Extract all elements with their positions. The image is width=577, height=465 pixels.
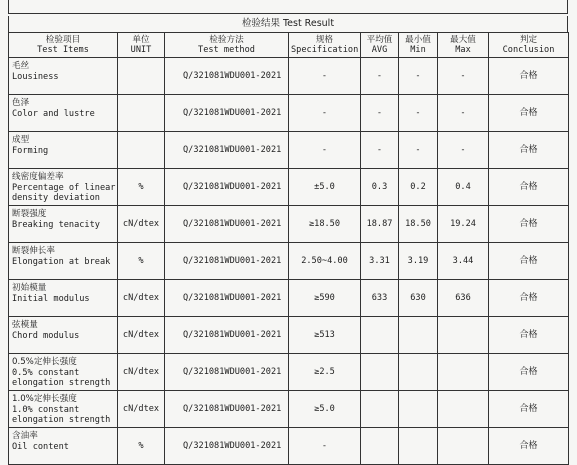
cell-test-item: 色泽 Color and lustre — [9, 95, 118, 132]
cell-unit: cN/dtex — [118, 206, 165, 243]
cell-test-method: Q/321081WDU001-2021 — [165, 280, 289, 317]
cell-max: 636 — [438, 280, 489, 317]
cell-unit: cN/dtex — [118, 354, 165, 391]
cell-max: - — [438, 132, 489, 169]
cell-specification: ≥5.0 — [289, 391, 361, 428]
cell-test-method: Q/321081WDU001-2021 — [165, 169, 289, 206]
cell-max — [438, 317, 489, 354]
cell-max: 3.44 — [438, 243, 489, 280]
cell-test-item: 含油率 Oil content — [9, 428, 118, 465]
table-row — [9, 280, 569, 317]
cell-test-item: 断裂强度 Breaking tenacity — [9, 206, 118, 243]
cell-specification: - — [289, 132, 361, 169]
cell-test-method: Q/321081WDU001-2021 — [165, 428, 289, 465]
cell-specification: ≥18.50 — [289, 206, 361, 243]
cell-test-method: Q/321081WDU001-2021 — [165, 391, 289, 428]
cell-specification: ≥590 — [289, 280, 361, 317]
cell-min: - — [399, 58, 438, 95]
cell-avg: - — [361, 95, 399, 132]
cell-avg: 3.31 — [361, 243, 399, 280]
cell-min: 630 — [399, 280, 438, 317]
cell-unit: cN/dtex — [118, 317, 165, 354]
cell-avg: 0.3 — [361, 169, 399, 206]
cell-test-method: Q/321081WDU001-2021 — [165, 354, 289, 391]
cell-conclusion: 合格 — [489, 206, 569, 243]
cell-min: - — [399, 132, 438, 169]
header-min: 最小值 Min — [399, 33, 438, 58]
cell-test-item: 成型 Forming — [9, 132, 118, 169]
table-row — [9, 428, 569, 465]
header-conclusion: 判定 Conclusion — [489, 33, 569, 58]
previous-section-border — [8, 0, 568, 14]
cell-specification: - — [289, 58, 361, 95]
cell-unit: % — [118, 243, 165, 280]
cell-conclusion: 合格 — [489, 132, 569, 169]
cell-conclusion: 合格 — [489, 58, 569, 95]
cell-avg — [361, 354, 399, 391]
cell-specification: ±5.0 — [289, 169, 361, 206]
cell-max: 19.24 — [438, 206, 489, 243]
header-test-method: 检验方法 Test method — [165, 33, 289, 58]
cell-test-method: Q/321081WDU001-2021 — [165, 58, 289, 95]
cell-avg: 18.87 — [361, 206, 399, 243]
cell-avg — [361, 317, 399, 354]
cell-avg: 633 — [361, 280, 399, 317]
cell-min: 3.19 — [399, 243, 438, 280]
cell-unit: cN/dtex — [118, 280, 165, 317]
test-report-sheet — [8, 0, 569, 452]
cell-max: - — [438, 58, 489, 95]
header-avg: 平均值 AVG — [361, 33, 399, 58]
cell-specification: ≥513 — [289, 317, 361, 354]
cell-max — [438, 428, 489, 465]
cell-avg: - — [361, 58, 399, 95]
cell-unit — [118, 58, 165, 95]
cell-max — [438, 391, 489, 428]
cell-test-item: 0.5%定伸长强度 0.5% constant elongation strength — [9, 354, 118, 391]
table-row — [9, 206, 569, 243]
test-result-table — [8, 32, 569, 465]
table-row — [9, 317, 569, 354]
cell-test-method: Q/321081WDU001-2021 — [165, 95, 289, 132]
cell-conclusion: 合格 — [489, 95, 569, 132]
table-row — [9, 58, 569, 95]
cell-min — [399, 428, 438, 465]
cell-unit: % — [118, 428, 165, 465]
cell-min: 18.50 — [399, 206, 438, 243]
table-row — [9, 132, 569, 169]
cell-max — [438, 354, 489, 391]
header-specification: 规格 Specification — [289, 33, 361, 58]
cell-test-item: 毛丝 Lousiness — [9, 58, 118, 95]
cell-unit: % — [118, 169, 165, 206]
cell-conclusion: 合格 — [489, 354, 569, 391]
cell-specification: - — [289, 428, 361, 465]
table-row — [9, 169, 569, 206]
header-unit: 单位 UNIT — [118, 33, 165, 58]
cell-min — [399, 354, 438, 391]
cell-avg: - — [361, 132, 399, 169]
cell-specification: - — [289, 95, 361, 132]
cell-min — [399, 317, 438, 354]
header-max: 最大值 Max — [438, 33, 489, 58]
header-row — [9, 33, 569, 58]
table-row — [9, 243, 569, 280]
cell-specification: 2.50~4.00 — [289, 243, 361, 280]
cell-unit — [118, 132, 165, 169]
cell-min: 0.2 — [399, 169, 438, 206]
cell-test-item: 1.0%定伸长强度 1.0% constant elongation strength — [9, 391, 118, 428]
cell-avg — [361, 391, 399, 428]
cell-test-method: Q/321081WDU001-2021 — [165, 243, 289, 280]
cell-avg — [361, 428, 399, 465]
cell-test-item: 断裂伸长率 Elongation at break — [9, 243, 118, 280]
header-test-items: 检验项目 Test Items — [9, 33, 118, 58]
cell-conclusion: 合格 — [489, 428, 569, 465]
cell-test-method: Q/321081WDU001-2021 — [165, 132, 289, 169]
cell-conclusion: 合格 — [489, 280, 569, 317]
cell-test-method: Q/321081WDU001-2021 — [165, 206, 289, 243]
cell-unit: cN/dtex — [118, 391, 165, 428]
cell-test-item: 初始模量 Initial modulus — [9, 280, 118, 317]
cell-specification: ≥2.5 — [289, 354, 361, 391]
cell-conclusion: 合格 — [489, 169, 569, 206]
table-row — [9, 391, 569, 428]
cell-test-item: 线密度偏差率 Percentage of linear density deviation — [9, 169, 118, 206]
cell-conclusion: 合格 — [489, 317, 569, 354]
cell-unit — [118, 95, 165, 132]
cell-min — [399, 391, 438, 428]
cell-test-method: Q/321081WDU001-2021 — [165, 317, 289, 354]
cell-max: - — [438, 95, 489, 132]
cell-conclusion: 合格 — [489, 391, 569, 428]
section-title: 检验结果 Test Result — [8, 16, 568, 32]
table-row — [9, 354, 569, 391]
cell-test-item: 弦模量 Chord modulus — [9, 317, 118, 354]
cell-min: - — [399, 95, 438, 132]
cell-conclusion: 合格 — [489, 243, 569, 280]
table-row — [9, 95, 569, 132]
cell-max: 0.4 — [438, 169, 489, 206]
